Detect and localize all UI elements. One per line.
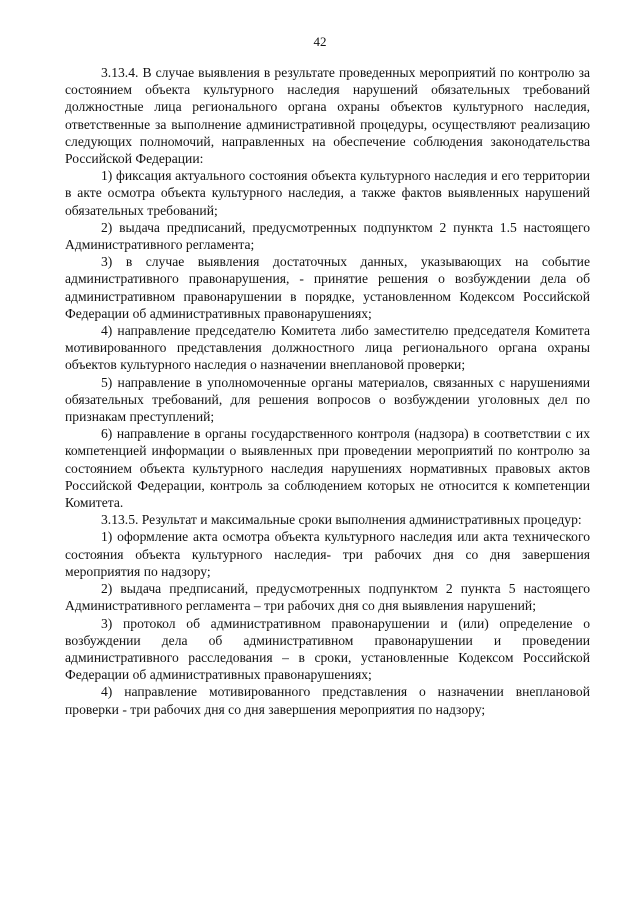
paragraph-result-3: 3) протокол об административном правонарушении и (или) определение о возбуждении дела об административном правонарушении и проведении административного расследования – в сроки, установленные Кодексом Российской Федерации об административных правонарушениях; bbox=[65, 615, 590, 683]
paragraph-item-4: 4) направление председателю Комитета либо заместителю председателя Комитета мотивированного представления должностного лица регионального органа охраны объектов культурного наследия о назначении внеплановой проверки; bbox=[65, 323, 590, 373]
paragraph-result-4: 4) направление мотивированного представления о назначении внеплановой проверки - три рабочих дня со дня завершения мероприятия по надзору; bbox=[65, 684, 590, 717]
paragraph-item-3: 3) в случае выявления достаточных данных, указывающих на событие административного правонарушения, - принятие решения о возбуждении дела об административном правонарушении в порядке, установленном Кодексом Российской Федерации об административных правонарушениях; bbox=[65, 254, 590, 321]
paragraph-item-2: 2) выдача предписаний, предусмотренных подпунктом 2 пункта 1.5 настоящего Административного регламента; bbox=[65, 219, 590, 253]
paragraph-item-1: 1) фиксация актуального состояния объекта культурного наследия и его территории в акте осмотра объекта культурного наследия, а также фактов выявленных нарушений обязательных требований; bbox=[65, 168, 590, 218]
document-body bbox=[65, 64, 590, 718]
paragraph-item-6: 6) направление в органы государственного контроля (надзора) в соответствии с их компетенцией информации о выявленных при проведении мероприятий по контролю за состоянием объекта культурного наследия нарушениях нормативных правовых актов Российской Федерации, контроль за соблюдением которых не относится к компетенции Комитета. bbox=[65, 426, 590, 511]
paragraph-result-2: 2) выдача предписаний, предусмотренных подпунктом 2 пункта 5 настоящего Административного регламента – три рабочих дня со дня выявления нарушений; bbox=[65, 581, 590, 614]
page-number: 42 bbox=[313, 34, 327, 49]
paragraph-result-1: 1) оформление акта осмотра объекта культурного наследия или акта технического состояния объекта культурного наследия- три рабочих дня со дня завершения мероприятия по надзору; bbox=[65, 529, 590, 579]
paragraph-3-13-4: 3.13.4. В случае выявления в результате проведенных мероприятий по контролю за состоянием объекта культурного наследия нарушений обязательных требований должностные лица регионального органа охраны объектов культурного наследия, ответственные за выполнение административной процедуры, осуществляют реализацию следующих полномочий, направленных на обеспечение соблюдения законодательства Российской Федерации: bbox=[65, 65, 590, 167]
paragraph-3-13-5: 3.13.5. Результат и максимальные сроки выполнения административных процедур: bbox=[101, 512, 582, 528]
paragraph-item-5: 5) направление в уполномоченные органы материалов, связанных с нарушениями обязательных требований, для решения вопросов о возбуждении уголовных дел по признакам преступлений; bbox=[65, 374, 590, 425]
